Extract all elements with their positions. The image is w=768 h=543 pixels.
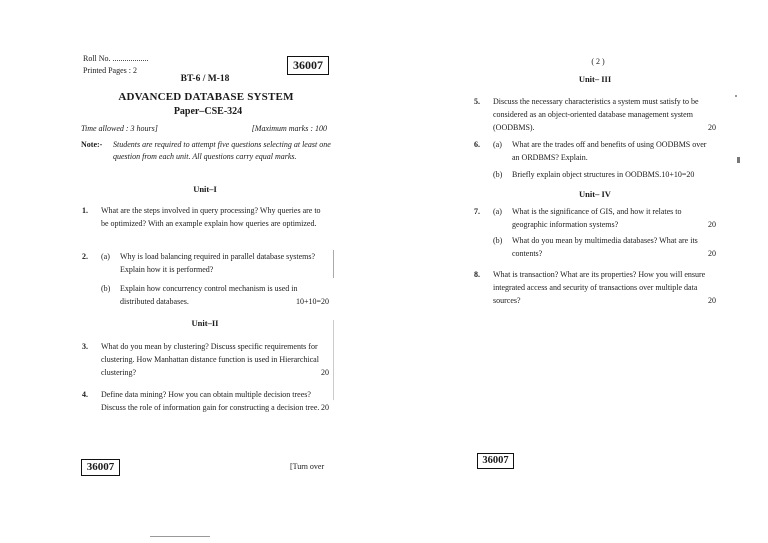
marks: 20: [708, 296, 716, 305]
question-number: 8.: [474, 270, 480, 279]
question-number: 4.: [82, 390, 88, 399]
question-number: 6.: [474, 140, 480, 149]
marks: 10+10=20: [295, 297, 329, 306]
question-6: [474, 138, 716, 181]
marks: 20: [321, 403, 329, 412]
unit-1-heading: Unit–I: [193, 184, 217, 194]
question-8: [474, 268, 716, 307]
unit-3-heading: Unit– III: [578, 74, 612, 84]
page-number: ( 2 ): [591, 57, 605, 66]
subpart-label: (a): [493, 207, 502, 216]
marks: 20: [708, 249, 716, 258]
question-text: Define data mining? How you can obtain multiple decision trees? Discuss the role of information gain for constructing a decision tree.: [101, 390, 320, 412]
subpart-label: (a): [101, 252, 110, 261]
question-number: 2.: [82, 252, 88, 261]
time-allowed: Time allowed : 3 hours]: [81, 124, 158, 133]
marks: 20: [321, 368, 329, 377]
marks: 10+10=20: [661, 170, 695, 179]
question-text: What are the steps involved in query processing? Why queries are to be optimized? With an example explain how queries are optimized.: [101, 206, 321, 228]
question-2: [82, 250, 329, 308]
question-text: Explain how concurrency control mechanism is used in distributed databases.: [120, 284, 298, 306]
unit-2-heading: Unit–II: [191, 318, 219, 328]
scan-speck: [333, 250, 334, 278]
paper-code-box: 36007: [287, 56, 329, 75]
question-text: Why is load balancing required in parallel database systems? Explain how it is performed?: [120, 252, 316, 274]
question-text: Briefly explain object structures in OODBMS.: [512, 170, 662, 179]
note: [81, 139, 331, 162]
question-4: [82, 388, 329, 414]
question-text: What is the significance of GIS, and how it relates to geographic information systems?: [512, 207, 682, 229]
scan-speck: [150, 536, 210, 537]
subpart-label: (b): [101, 284, 111, 293]
exam-code: BT-6 / M-18: [180, 74, 230, 84]
question-text: What do you mean by multimedia databases? What are its contents?: [512, 236, 698, 258]
printed-pages: Printed Pages : 2: [83, 66, 137, 75]
paper-title: ADVANCED DATABASE SYSTEM: [118, 91, 294, 103]
question-7: [474, 205, 716, 260]
scan-speck: [735, 95, 737, 97]
question-number: 1.: [82, 206, 88, 215]
question-3: [82, 340, 329, 379]
maximum-marks: [Maximum marks : 100: [251, 124, 327, 133]
footer-code-box: 36007: [81, 459, 120, 476]
note-text: Students are required to attempt five questions selecting at least one question from each unit. All questions carry equal marks.: [113, 140, 331, 161]
note-label: Note:-: [81, 140, 103, 149]
question-number: 7.: [474, 207, 480, 216]
question-number: 5.: [474, 97, 480, 106]
question-text: What do you mean by clustering? Discuss specific requirements for clustering. How Manhattan distance function is used in Hierarchical clustering?: [101, 342, 319, 377]
roll-number: Roll No. ..................: [83, 54, 149, 63]
subpart-label: (a): [493, 140, 502, 149]
question-number: 3.: [82, 342, 88, 351]
scan-speck: [737, 157, 740, 163]
marks: 20: [708, 123, 716, 132]
question-1: [82, 204, 329, 230]
turn-over: [Turn over: [290, 462, 325, 471]
unit-4-heading: Unit– IV: [579, 189, 611, 199]
question-text: What are the trades off and benefits of using OODBMS over an ORDBMS? Explain.: [512, 140, 707, 162]
footer-code-box: 36007: [477, 453, 514, 469]
question-text: Discuss the necessary characteristics a system must satisfy to be considered as an object-oriented database management system (OODBMS).: [493, 97, 699, 132]
paper-code: Paper–CSE-324: [173, 106, 243, 117]
marks: 20: [708, 220, 716, 229]
question-text: What is transaction? What are its properties? How you will ensure integrated access and security of transactions over multiple data sources?: [493, 270, 706, 305]
scan-speck: [333, 320, 334, 400]
subpart-label: (b): [493, 236, 503, 245]
question-5: [474, 95, 716, 134]
subpart-label: (b): [493, 170, 503, 179]
